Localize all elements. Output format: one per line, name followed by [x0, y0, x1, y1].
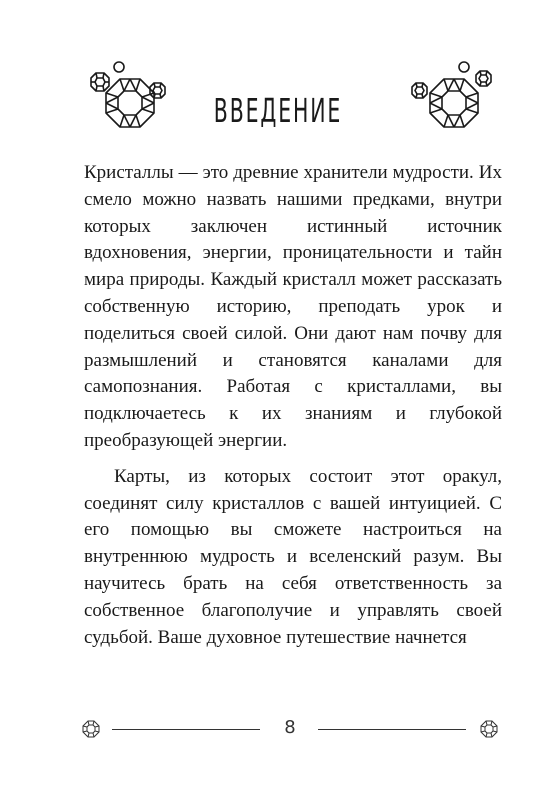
gem-icon: [480, 720, 498, 738]
page-header: [0, 55, 556, 155]
paragraph-1: Кристаллы — это древние хранители мудрости. Их смело можно назвать нашими предками, внутри которых заключен истинный источник вдохновения, энергии, проницательности и тайн мира природы. Каждый кристалл может рассказать собственную историю, преподать урок и поделиться своей силой. Они дают нам почву для размышлений и становятся каналами для самопознания. Работая с кристаллами, вы подключаетесь к их знаниям и глубокой преобразующей энергии.: [84, 162, 502, 451]
page-footer: [0, 715, 556, 745]
gem-icon: [82, 720, 100, 738]
page-title: ВВЕДЕНИЕ: [213, 91, 343, 130]
footer-rule-left: [112, 729, 260, 730]
page-number: 8: [284, 717, 296, 738]
footer-rule-right: [318, 729, 466, 730]
paragraph-2: Карты, из которых состоит этот оракул, соединят силу кристаллов с вашей интуицией. С его помощью вы сможете настроиться на внутреннюю мудрость и вселенский разум. Вы научитесь брать на себя ответственность за собственное благополучие и управлять своей судьбой. Ваше духовное путешествие начнется: [84, 465, 502, 648]
body-text: [84, 160, 502, 651]
crystals-ornament-icon: [402, 55, 502, 145]
